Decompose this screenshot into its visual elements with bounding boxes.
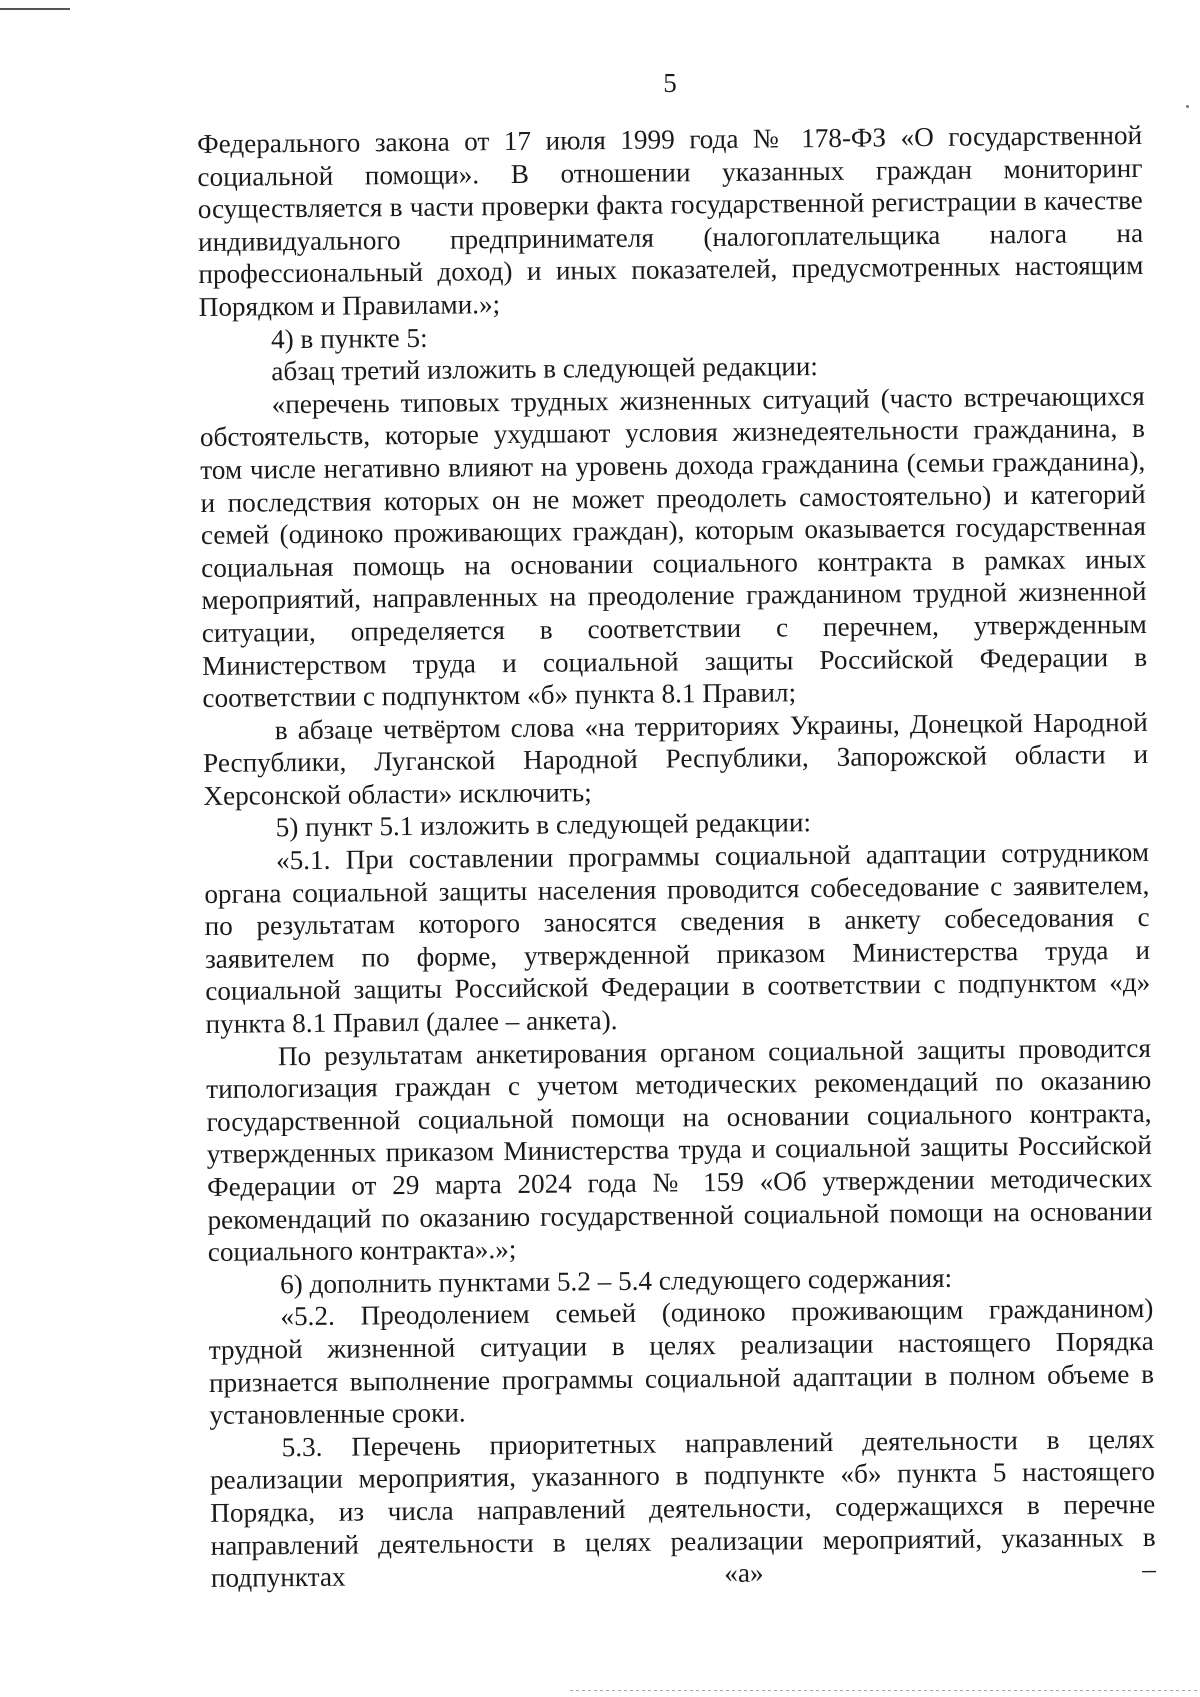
paragraph-federal-law-continuation: Федерального закона от 17 июля 1999 года № 178-ФЗ «О государственной социальной помощи». В отношении указанных граждан мониторинг осуществляется в части проверки факта государственной регистрации в качестве индивидуального предпринимателя (налогоплательщика налога на профессиональный доход) и иных показателей, предусмотренных настоящим Порядком и Правилами.»; <box>197 119 1144 322</box>
paragraph-typologization: По результатам анкетирования органом социальной защиты проводится типологизация граждан с учетом методических рекомендаций по оказанию государственной социальной помощи на основании социального контракта, утвержденных приказом Министерства труда и социальной защиты Российской Федерации от 29 марта 2024 года № 159 «Об утверждении методических рекомендаций по оказанию государственной социальной помощи на основании социального контракта».»; <box>206 1032 1153 1268</box>
paragraph-clause-5-3: 5.3. Перечень приоритетных направлений деятельности в целях реализации мероприятия, указанного в подпункте «б» пункта 5 настоящего Порядка, из числа направлений деятельности, содержащихся в перечне направлений деятельности в целях реализации мероприятий, указанных в подпунктах «а» – <box>209 1423 1157 1594</box>
paragraph-clause-5-2: «5.2. Преодолением семьей (одиноко проживающим гражданином) трудной жизненной ситуации в целях реализации настоящего Порядка признается выполнение программы социальной адаптации в полном объеме в установленные сроки. <box>208 1293 1155 1431</box>
paragraph-item-4: 4) в пункте 5: <box>270 322 428 354</box>
scan-speck <box>1186 105 1189 108</box>
paragraph-item-6: 6) дополнить пунктами 5.2 – 5.4 следующего содержания: <box>279 1262 953 1300</box>
paragraph-item-5: 5) пункт 5.1 изложить в следующей редакции: <box>275 807 812 843</box>
paragraph-list-of-situations: «перечень типовых трудных жизненных ситуаций (часто встречающихся обстоятельств, которые ухудшают условия жизнедеятельности гражданина, в том числе негативно влияют на уровень дохода гражданина (семьи гражданина), и последствия которых он не может преодолеть самостоятельно) и категорий семей (одиноко проживающих граждан), которым оказывается государственная социальная помощь на основании социального контракта в рамках иных мероприятий, направленных на преодоление гражданином трудной жизненной ситуации, определяется в соответствии с перечнем, утвержденным Министерством труда и социальной защиты Российской Федерации в соответствии с подпунктом «б» пункта 8.1 Правил; <box>199 380 1148 714</box>
document-body <box>197 119 1156 1595</box>
page-number: 5 <box>663 68 677 98</box>
scan-edge-mark <box>0 8 70 10</box>
scan-edge-bottom <box>570 1690 1200 1691</box>
paragraph-clause-5-1: «5.1. При составлении программы социальной адаптации сотрудником органа социальной защиты населения проводится собеседование с заявителем, по результатам которого заносятся сведения в анкету собеседования с заявителем по форме, утвержденной приказом Министерства труда и социальной защиты Российской Федерации в соответствии с подпунктом «д» пункта 8.1 Правил (далее – анкета). <box>204 836 1151 1039</box>
paragraph-fourth-abzac: в абзаце четвёртом слова «на территориях Украины, Донецкой Народной Республики, Луганской Народной Республики, Запорожской области и Херсонской области» исключить; <box>202 706 1149 811</box>
paragraph-third-abzac: абзац третий изложить в следующей редакции: <box>271 351 819 387</box>
